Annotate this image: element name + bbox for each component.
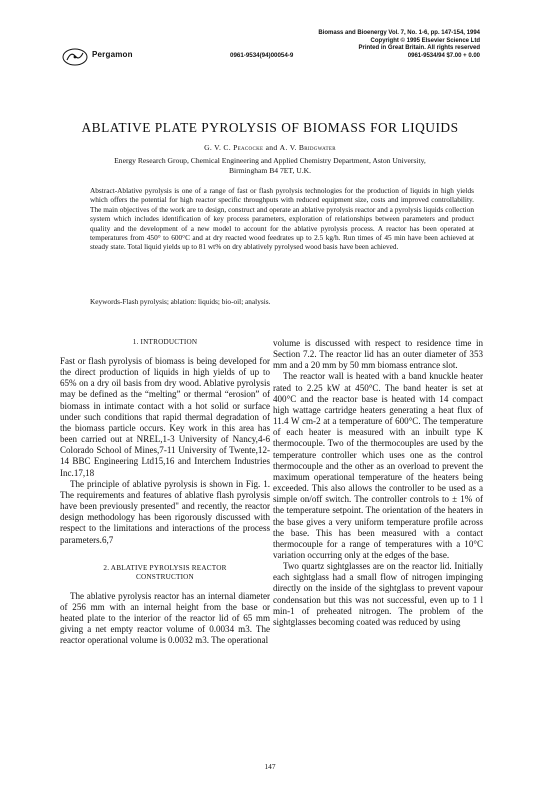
section-2-heading-line-2: CONSTRUCTION [136, 572, 194, 581]
section-2-paragraph-1: The ablative pyrolysis reactor has an internal diameter of 256 mm with an internal height from the base or heated plate to the interior of the reactor lid of 65 mm giving a net empty reactor volume of 0.0034 m3. The reactor operational volume is 0.0032 m3. The operational [60, 590, 270, 646]
document-id: 0961-9534(94)00054-9 [230, 52, 294, 59]
abstract: Abstract-Ablative pyrolysis is one of a range of fast or flash pyrolysis technologies for the production of liquids in high yields which offers the potential for high reactor specific throughputs with reduced equipment size, costs and improved controllability. The main objectives of the work are to design, construct and operate an ablative pyrolysis reactor and a pyrolysis liquids collection system which includes identification of key process parameters, exploration of relationships between parameters and product quality and the development of a new model to account for the ablative pyrolysis process. A reactor has been operated at temperatures from 450° to 600°C and at dry reacted wood feedrates up to 2.5 kg/h. Run times of 45 min have been achieved at steady state. Total liquid yields up to 81 wt% on dry ablatively pyrolysed wood basis have been achieved. [90, 186, 474, 252]
right-paragraph-2: The reactor wall is heated with a band knuckle heater rated to 2.25 kW at 450°C. The band heater is set at 400°C and the reactor base is heated with 14 compact high wattage cartridge heaters generating a heat flux of 11.4 W cm-2 at a temperature of 600°C. The temperature of each heater is measured with an inbuilt type K thermocouple. Two of the thermocouples are used by the temperature controller which uses one as the control thermocouple and the other as an overload to prevent the maximum operational temperature of the heaters being exceeded. This also allows the controller to be used as a simple on/off switch. The controller controls to ± 1% of the temperature setpoint. The orientation of the heaters in the base gives a very uniform temperature profile across the base. This has been measured with a contact thermocouple for a range of temperatures with a 10°C variation occurring only at the edges of the base. [273, 371, 483, 560]
right-paragraph-1: volume is discussed with respect to residence time in Section 7.2. The reactor lid has an outer diameter of 353 mm and a 20 mm by 50 mm biomass entrance slot. [273, 338, 483, 371]
right-column [273, 338, 483, 628]
author-separator: and [265, 143, 278, 152]
section-2-heading-line-1: 2. ABLATIVE PYROLYSIS REACTOR [103, 563, 227, 572]
right-paragraph-3: Two quartz sightglasses are on the reactor lid. Initially each sightglass had a small flow of nitrogen impinging directly on the inside of the sightglass to prevent vapour condensation but this was not successful, even up to 1 l min-1 of preheated nitrogen. The problem of the sightglasses becoming coated was reduced by using [273, 561, 483, 627]
section-1-paragraph-2: The principle of ablative pyrolysis is shown in Fig. 1. The requirements and features of ablative flash pyrolysis have been previously presented" and recently, the reactor design methodology has been rigorously discussed with respect to the limitations and interactions of the process parameters.6,7 [60, 478, 270, 545]
author-line [0, 143, 540, 152]
section-1-heading: 1. INTRODUCTION [132, 338, 198, 346]
article-title: ABLATIVE PLATE PYROLYSIS OF BIOMASS FOR LIQUIDS [81, 120, 459, 135]
journal-citation: Biomass and Bioenergy Vol. 7, No. 1-6, pp. 147-154, 1994 [318, 30, 480, 36]
page-number: 147 [264, 762, 276, 771]
pergamon-logo-icon [61, 47, 89, 67]
publisher-name: Pergamon [92, 50, 133, 59]
left-column [60, 338, 270, 646]
issn-price: 0961-9534/94 $7.00 + 0.00 [407, 52, 480, 59]
section-1-paragraph-1: Fast or flash pyrolysis of biomass is being developed for the direct production of liquids in high yields of up to 65% on a dry oil basis from dry wood. Ablative pyrolysis may be defined as the “melting” or thermal “erosion” of biomass in intimate contact with a hot solid or surface under such conditions that rapid thermal degradation of the biomass particle occurs. Key work in this area has been carried out at NREL,1-3 University of Nancy,4-6 Colorado School of Mines,7-11 University of Twente,12-14 BBC Engineering Ltd15,16 and Interchem Industries Inc.17,18 [60, 356, 270, 478]
affiliation-line-1: Energy Research Group, Chemical Engineering and Applied Chemistry Department, Aston University, [114, 156, 426, 165]
pergamon-logo [60, 46, 90, 68]
author-1: G. V. C. Peacocke [204, 143, 264, 152]
section-2-heading [60, 564, 270, 582]
author-2: A. V. Bridgwater [279, 143, 336, 152]
affiliation [80, 156, 460, 176]
rights-line: Printed in Great Britain. All rights reserved [358, 45, 480, 52]
keywords: Keywords-Flash pyrolysis; ablation: liquids; bio-oil; analysis. [90, 297, 271, 306]
affiliation-line-2: Birmingham B4 7ET, U.K. [228, 166, 312, 175]
journal-info [318, 30, 480, 60]
copyright-line: Copyright © 1995 Elsevier Science Ltd [370, 37, 480, 44]
